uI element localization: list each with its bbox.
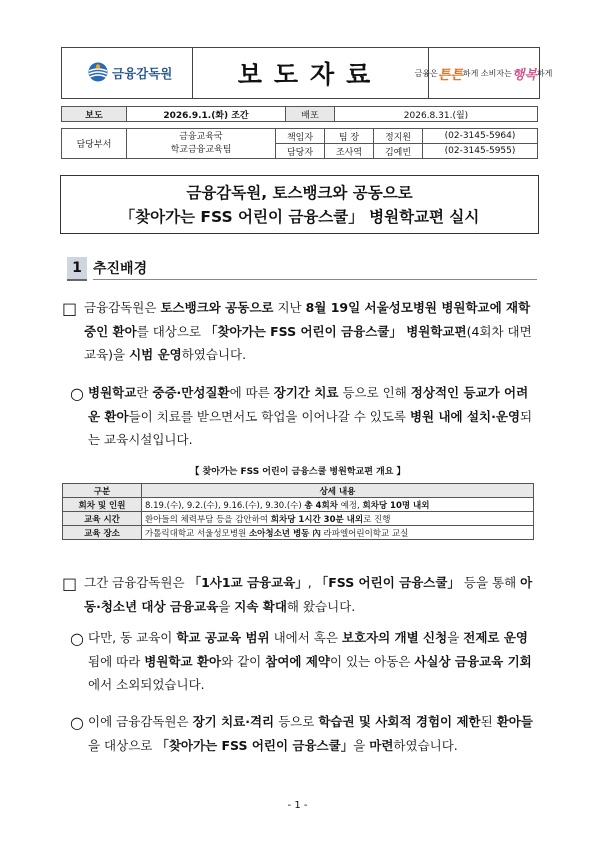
staff-title: 조사역: [325, 144, 374, 159]
text-run-bold: 학교 공교육 범위: [176, 630, 270, 645]
text-run-bold: 학습권 및 사회적 경험이 제한: [318, 714, 481, 729]
text-run: 이에 금융감독원은: [88, 714, 193, 729]
text-run-bold: 사실상 금융교육 기회: [414, 653, 532, 669]
page-number: - 1 -: [287, 800, 308, 811]
text-run: 하였습니다.: [181, 347, 247, 362]
text-run: 등을 통해: [459, 575, 521, 590]
circle-bullet: ○: [70, 629, 84, 648]
resp-phone: (02-3145-5964): [423, 129, 538, 144]
text-run-bold: 중증·만성질환: [152, 385, 230, 400]
text-run: 해 왔습니다.: [286, 598, 356, 614]
text-run: ,: [307, 575, 316, 590]
text-run-bold: 시범 운영: [129, 347, 182, 362]
distribute-value: 2026.8.31.(월): [335, 107, 538, 122]
box-bullet: □: [62, 574, 78, 593]
text-run: 하였습니다.: [393, 737, 458, 753]
section-title: 추진배경: [93, 257, 537, 280]
release-info-table: [61, 106, 538, 122]
paragraph-5: [88, 710, 536, 757]
paragraph-4: [88, 626, 536, 697]
text-run-bold: 회차당 1시간 30분 내외: [270, 514, 364, 525]
slogan-part: 하게: [536, 68, 553, 78]
text-run-bold: 소아청소년 병동 內: [248, 528, 321, 539]
text-run: 다만, 동 교육이: [88, 630, 177, 645]
text-run: 지난: [273, 300, 306, 315]
summary-table: [62, 483, 534, 540]
text-run-bold: 장기 치료·격리: [192, 714, 275, 729]
staff-phone: (02-3145-5955): [423, 144, 538, 159]
text-run: 8.19.(수), 9.2.(수), 9.16.(수), 9.30.(수): [145, 500, 305, 511]
text-run-bold: 보호자의 개별 신청: [341, 630, 448, 645]
paragraph-3: [84, 571, 536, 618]
text-run: 들이 치료를 받으면서도 학업을 이어나갈 수 있도록: [128, 408, 410, 424]
row-value: [142, 512, 534, 526]
text-run-bold: 아동·청소년 대상 금융교육: [84, 575, 533, 614]
summary-col-header: 구분: [63, 484, 142, 498]
text-run: 와 같이: [221, 653, 266, 669]
text-run-bold: 환아들: [496, 714, 533, 729]
text-run: 되는 교육시설입니다.: [88, 408, 533, 447]
text-run-bold: 병원학교: [88, 385, 137, 400]
text-run-bold: 병원 내에 설치·운영: [409, 408, 521, 424]
headline-line2: 「찾아가는 FSS 어린이 금융스쿨」 병원학교편 실시: [119, 207, 480, 226]
text-run: 금융감독원은: [84, 300, 161, 315]
paragraph-2: [88, 381, 536, 452]
slogan-part: 하게 소비자는: [462, 68, 512, 78]
fss-logo-icon: [88, 62, 108, 82]
box-bullet: □: [62, 299, 78, 318]
text-run: 란: [136, 385, 153, 400]
headline-box: [60, 175, 539, 234]
text-run: 에 따른: [229, 385, 274, 400]
text-run: 예정,: [337, 500, 363, 511]
text-run-bold: 전제로 운영: [463, 630, 528, 645]
distribute-label: 배포: [286, 107, 335, 122]
slogan-emph: 튼튼: [437, 67, 463, 83]
text-run-bold: 병원학교 환아: [144, 653, 222, 669]
text-run-bold: 「찾아가는 FSS 어린이 금융스쿨」 병원학교편: [204, 323, 467, 339]
text-run: 이 있는 아동은: [329, 653, 415, 669]
section-number: 1: [67, 257, 87, 281]
dept-label: 담당부서: [62, 129, 127, 159]
slogan-part: 금융은: [414, 68, 438, 78]
text-run-bold: 장기간 치료: [273, 385, 339, 400]
text-run: 로 진행: [363, 514, 391, 525]
text-run: 가톨릭대학교 서울성모병원: [145, 528, 249, 539]
text-run: 된: [480, 714, 497, 729]
row-label: 교육 시간: [63, 512, 142, 526]
text-run: 등으로 인해: [338, 385, 411, 400]
circle-bullet: ○: [70, 384, 84, 403]
org-name: 금융감독원: [112, 66, 173, 81]
text-run: 라파엘어린이학교 교실: [320, 528, 409, 539]
text-run-bold: 회차당 10명 내외: [362, 500, 430, 511]
text-run-bold: 정상적인 등교가 어려운 환아: [88, 385, 529, 424]
text-run: 에서 소외되었습니다.: [88, 677, 205, 692]
text-run: 을 대상으로: [88, 737, 157, 753]
resp-name: 정지원: [374, 129, 423, 144]
text-run-bold: 지속 확대: [234, 598, 287, 614]
row-value: [142, 498, 534, 512]
text-run-bold: 8월 19일 서울성모병원 병원학교에 재학중인 환아: [84, 300, 531, 339]
text-run-bold: 「찾아가는 FSS 어린이 금융스쿨」: [156, 737, 354, 753]
resp-title: 팀 장: [325, 129, 374, 144]
text-run: 을: [353, 737, 370, 753]
text-run-bold: 「1사1교 금융교육」: [188, 575, 308, 590]
release-value: 2026.9.1.(화) 조간: [127, 107, 286, 122]
press-release-header: [61, 47, 553, 99]
dept-line2: 학교금융교육팀: [170, 144, 232, 155]
text-run: 을: [447, 630, 464, 645]
slogan: [414, 48, 553, 98]
dept-line1: 금융교육국: [179, 131, 223, 142]
row-value: [142, 526, 534, 540]
summary-table-title: 【 찾아가는 FSS 어린이 금융스쿨 병원학교편 개요 】: [190, 467, 406, 477]
text-run-bold: 토스뱅크와 공동으로: [160, 300, 274, 315]
dept-name: [127, 129, 276, 159]
table-row: [63, 498, 534, 512]
release-label: 보도: [62, 107, 127, 122]
staff-label: 담당자: [276, 144, 325, 159]
row-label: 회차 및 인원: [63, 498, 142, 512]
text-run-bold: 참여에 제약: [265, 653, 330, 669]
text-run: 내에서 혹은: [269, 630, 342, 645]
contact-table: [61, 128, 538, 159]
text-run: 됨에 따라: [88, 653, 145, 669]
doc-type-title: 보도자료: [192, 48, 429, 98]
circle-bullet: ○: [70, 713, 84, 732]
text-run: 환아들의 체력부담 등을 감안하여: [145, 514, 271, 525]
text-run: 그간 금융감독원은: [84, 575, 189, 590]
resp-label: 책임자: [276, 129, 325, 144]
text-run: 를 대상으로: [136, 323, 205, 339]
row-label: 교육 장소: [63, 526, 142, 540]
text-run-bold: 「FSS 어린이 금융스쿨」: [315, 575, 460, 590]
logo-cell: [62, 48, 193, 98]
paragraph-1: [84, 296, 536, 367]
text-run-bold: 총 4회차: [304, 500, 338, 511]
table-row: [63, 526, 534, 540]
text-run: 등으로: [274, 714, 319, 729]
summary-col-header: 상세 내용: [142, 484, 534, 498]
text-run: (4회차 대면교육)을: [84, 323, 532, 362]
table-row: [63, 512, 534, 526]
slogan-emph: 행복: [511, 67, 537, 83]
text-run: 을: [218, 598, 235, 614]
headline-line1: 금융감독원, 토스뱅크와 공동으로: [186, 183, 413, 202]
text-run-bold: 마련: [369, 737, 394, 753]
staff-name: 김예빈: [374, 144, 423, 159]
